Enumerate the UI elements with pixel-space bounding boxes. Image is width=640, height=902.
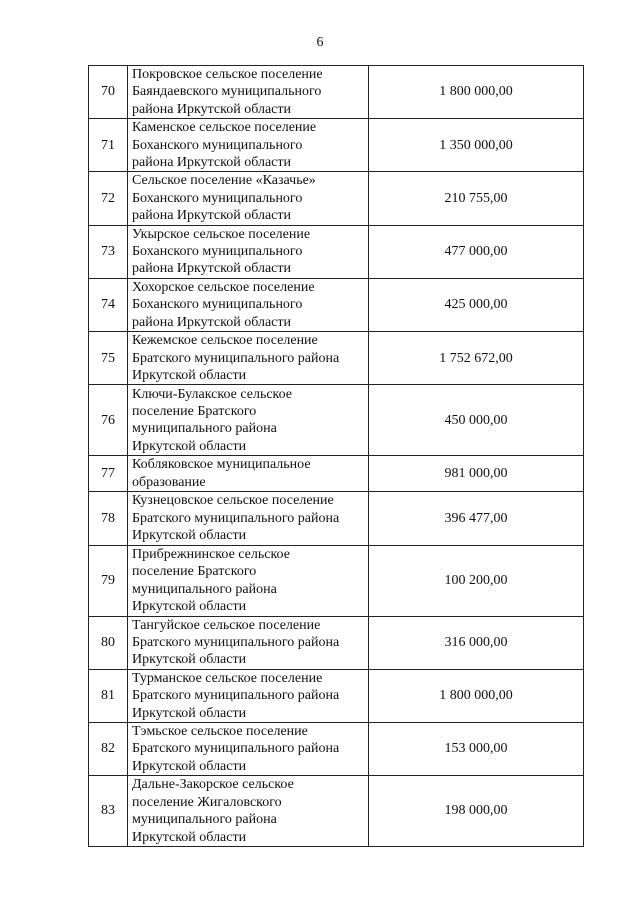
amount-cell: 477 000,00 [369, 225, 584, 278]
settlement-name-cell: Кежемское сельское поселение Братского муниципального района Иркутской области [128, 332, 369, 385]
row-number-cell: 79 [89, 545, 128, 616]
table-row [89, 492, 584, 545]
amount-cell: 425 000,00 [369, 278, 584, 331]
allocation-table [88, 65, 584, 847]
table-row [89, 66, 584, 119]
amount-cell: 316 000,00 [369, 616, 584, 669]
row-number-cell: 75 [89, 332, 128, 385]
amount-cell: 396 477,00 [369, 492, 584, 545]
amount-cell: 1 800 000,00 [369, 669, 584, 722]
table-row [89, 225, 584, 278]
table-row [89, 456, 584, 492]
row-number-cell: 70 [89, 66, 128, 119]
table-row [89, 119, 584, 172]
row-number-cell: 77 [89, 456, 128, 492]
row-number-cell: 72 [89, 172, 128, 225]
settlement-name-cell: Дальне-Закорское сельское поселение Жигаловского муниципального района Иркутской области [128, 776, 369, 847]
row-number-cell: 80 [89, 616, 128, 669]
settlement-name-cell: Хохорское сельское поселение Боханского муниципального района Иркутской области [128, 278, 369, 331]
table-row [89, 722, 584, 775]
settlement-name-cell: Прибрежнинское сельское поселение Братского муниципального района Иркутской области [128, 545, 369, 616]
settlement-name-cell: Тэмьское сельское поселение Братского муниципального района Иркутской области [128, 722, 369, 775]
table-row [89, 616, 584, 669]
table-row [89, 669, 584, 722]
amount-cell: 210 755,00 [369, 172, 584, 225]
row-number-cell: 76 [89, 385, 128, 456]
row-number-cell: 82 [89, 722, 128, 775]
amount-cell: 981 000,00 [369, 456, 584, 492]
amount-cell: 198 000,00 [369, 776, 584, 847]
table-row [89, 545, 584, 616]
row-number-cell: 74 [89, 278, 128, 331]
page-number: 6 [316, 35, 324, 50]
settlement-name-cell: Кобляковское муниципальное образование [128, 456, 369, 492]
table-row [89, 776, 584, 847]
row-number-cell: 73 [89, 225, 128, 278]
settlement-name-cell: Укырское сельское поселение Боханского муниципального района Иркутской области [128, 225, 369, 278]
settlement-name-cell: Турманское сельское поселение Братского муниципального района Иркутской области [128, 669, 369, 722]
table-row [89, 385, 584, 456]
settlement-name-cell: Кузнецовское сельское поселение Братского муниципального района Иркутской области [128, 492, 369, 545]
row-number-cell: 71 [89, 119, 128, 172]
amount-cell: 100 200,00 [369, 545, 584, 616]
settlement-name-cell: Ключи-Булакское сельское поселение Братского муниципального района Иркутской области [128, 385, 369, 456]
table-row [89, 332, 584, 385]
table-row [89, 172, 584, 225]
row-number-cell: 83 [89, 776, 128, 847]
settlement-name-cell: Каменское сельское поселение Боханского муниципального района Иркутской области [128, 119, 369, 172]
amount-cell: 450 000,00 [369, 385, 584, 456]
settlement-name-cell: Покровское сельское поселение Баяндаевского муниципального района Иркутской области [128, 66, 369, 119]
settlement-name-cell: Тангуйское сельское поселение Братского муниципального района Иркутской области [128, 616, 369, 669]
amount-cell: 1 800 000,00 [369, 66, 584, 119]
amount-cell: 1 752 672,00 [369, 332, 584, 385]
table-row [89, 278, 584, 331]
row-number-cell: 78 [89, 492, 128, 545]
amount-cell: 153 000,00 [369, 722, 584, 775]
row-number-cell: 81 [89, 669, 128, 722]
settlement-name-cell: Сельское поселение «Казачье» Боханского муниципального района Иркутской области [128, 172, 369, 225]
amount-cell: 1 350 000,00 [369, 119, 584, 172]
